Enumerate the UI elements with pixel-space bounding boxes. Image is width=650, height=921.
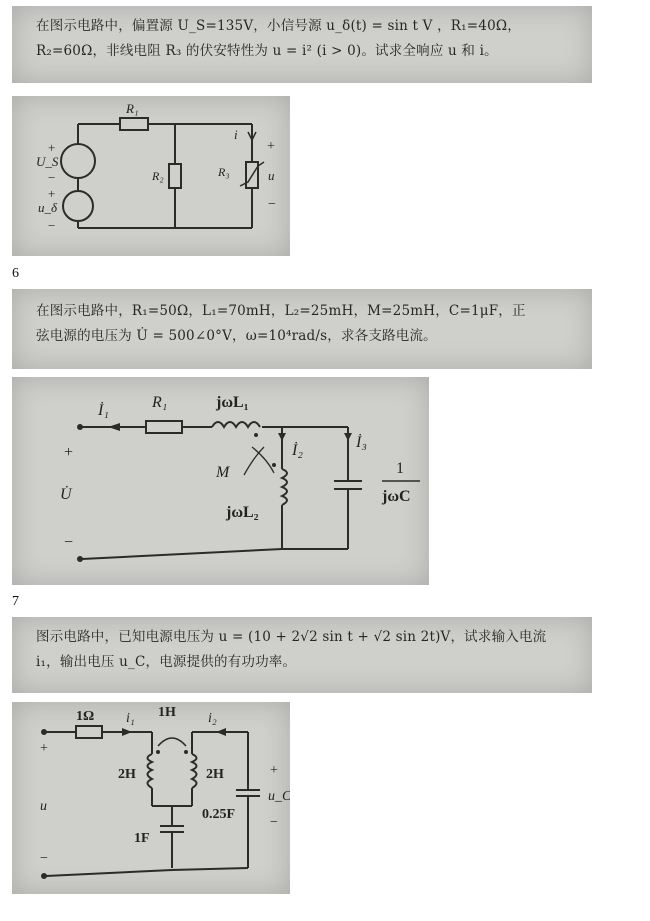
label-1f: 1F xyxy=(134,831,150,846)
inductor-l2 xyxy=(282,469,287,505)
source-ud xyxy=(63,191,93,221)
label-plus-ud: + xyxy=(48,186,56,201)
label-plus-uc: + xyxy=(270,763,278,778)
label-i2: i₂ xyxy=(208,711,217,726)
label-minus: − xyxy=(64,534,74,551)
current-arrow-i1 xyxy=(122,728,132,736)
problem5-line2: R₂=60Ω，非线电阻 R₃ 的伏安特性为 u = i² (i > 0)。试求全响应 u 和 i。 xyxy=(36,43,498,59)
label-plus-u: + xyxy=(267,139,275,154)
label-i3: İ₃ xyxy=(356,434,367,451)
inductor-right-2h xyxy=(192,754,197,788)
problem7-text-panel xyxy=(12,617,592,693)
problem5-line1: 在图示电路中，偏置源 U_S=135V，小信号源 u_δ(t) = sin t V ，R₁=40Ω， xyxy=(36,18,521,34)
problem6-statement xyxy=(12,289,592,349)
problem5-circuit xyxy=(12,96,290,256)
problem5-statement xyxy=(12,6,592,64)
label-minus-uc: − xyxy=(270,815,278,830)
problem6-line1: 在图示电路中，R₁=50Ω，L₁=70mH，L₂=25mH，M=25mH，C=1μF，正 xyxy=(36,303,526,319)
problem7-circuit-panel xyxy=(12,702,290,894)
label-plus-us: + xyxy=(48,140,56,155)
label-minus-ud: − xyxy=(48,218,56,233)
label-plus-u: + xyxy=(40,741,48,756)
label-minus-u: − xyxy=(40,851,48,866)
label-r1: R₁ xyxy=(126,101,139,116)
label-2h-left: 2H xyxy=(118,767,136,782)
problem7-line1: 图示电路中，已知电源电压为 u = (10 + 2√2 sin t + √2 sin 2t)V，试求输入电流 xyxy=(36,629,547,645)
label-r2: R₂ xyxy=(152,169,164,183)
label-u: U̇ xyxy=(60,486,72,503)
problem7-number: 7 xyxy=(12,594,19,609)
label-minus-u: − xyxy=(268,197,276,212)
label-cap-numerator: 1 xyxy=(396,460,404,477)
label-jwl1: jωL₁ xyxy=(216,394,249,411)
label-1ohm: 1Ω xyxy=(76,709,95,724)
current-arrow-i2 xyxy=(278,433,286,441)
mutual-arc-1h xyxy=(158,738,186,746)
resistor-r1 xyxy=(120,118,148,130)
problem5-circuit-panel xyxy=(12,96,290,256)
label-uc: u_C xyxy=(268,789,290,804)
label-2h-right: 2H xyxy=(206,767,224,782)
label-r1: R₁ xyxy=(152,394,168,411)
mutual-arrow xyxy=(244,447,274,475)
label-us: U_S xyxy=(36,154,59,169)
problem5-text-panel xyxy=(12,6,592,83)
label-ud: u_δ xyxy=(38,200,58,215)
label-r3: R₃ xyxy=(218,165,230,179)
label-m: M xyxy=(216,464,230,481)
resistor-r1 xyxy=(146,421,182,433)
problem6-text-panel xyxy=(12,289,592,369)
label-u: u xyxy=(268,168,275,183)
source-us xyxy=(61,144,95,178)
problem6-circuit xyxy=(12,377,429,585)
inductor-l1 xyxy=(212,422,260,427)
label-i2: İ₂ xyxy=(292,442,303,459)
label-0-25f: 0.25F xyxy=(202,807,236,822)
problem7-circuit xyxy=(12,702,290,894)
resistor-1ohm xyxy=(76,726,102,738)
label-1h: 1H xyxy=(158,705,176,720)
current-arrow-i1 xyxy=(108,423,120,431)
problem6-line2: 弦电源的电压为 U̇ = 500∠0°V，ω=10⁴rad/s，求各支路电流。 xyxy=(36,328,437,344)
label-cap-denominator: jωC xyxy=(382,488,411,505)
resistor-r2 xyxy=(169,164,181,188)
inductor-left-2h xyxy=(148,754,153,788)
label-i: i xyxy=(234,127,238,142)
label-minus-us: − xyxy=(48,170,56,185)
current-arrow-i3 xyxy=(344,433,352,441)
problem6-number: 6 xyxy=(12,266,19,281)
label-i1: i₁ xyxy=(126,711,135,726)
problem6-circuit-panel xyxy=(12,377,429,585)
label-i1: İ₁ xyxy=(98,402,109,419)
problem7-line2: i₁，输出电压 u_C，电源提供的有功功率。 xyxy=(36,654,297,670)
problem7-statement xyxy=(12,617,592,675)
current-arrow-i2 xyxy=(216,728,226,736)
label-plus: + xyxy=(64,444,74,461)
label-u: u xyxy=(40,799,47,814)
label-jwl2: jωL₂ xyxy=(226,504,259,521)
